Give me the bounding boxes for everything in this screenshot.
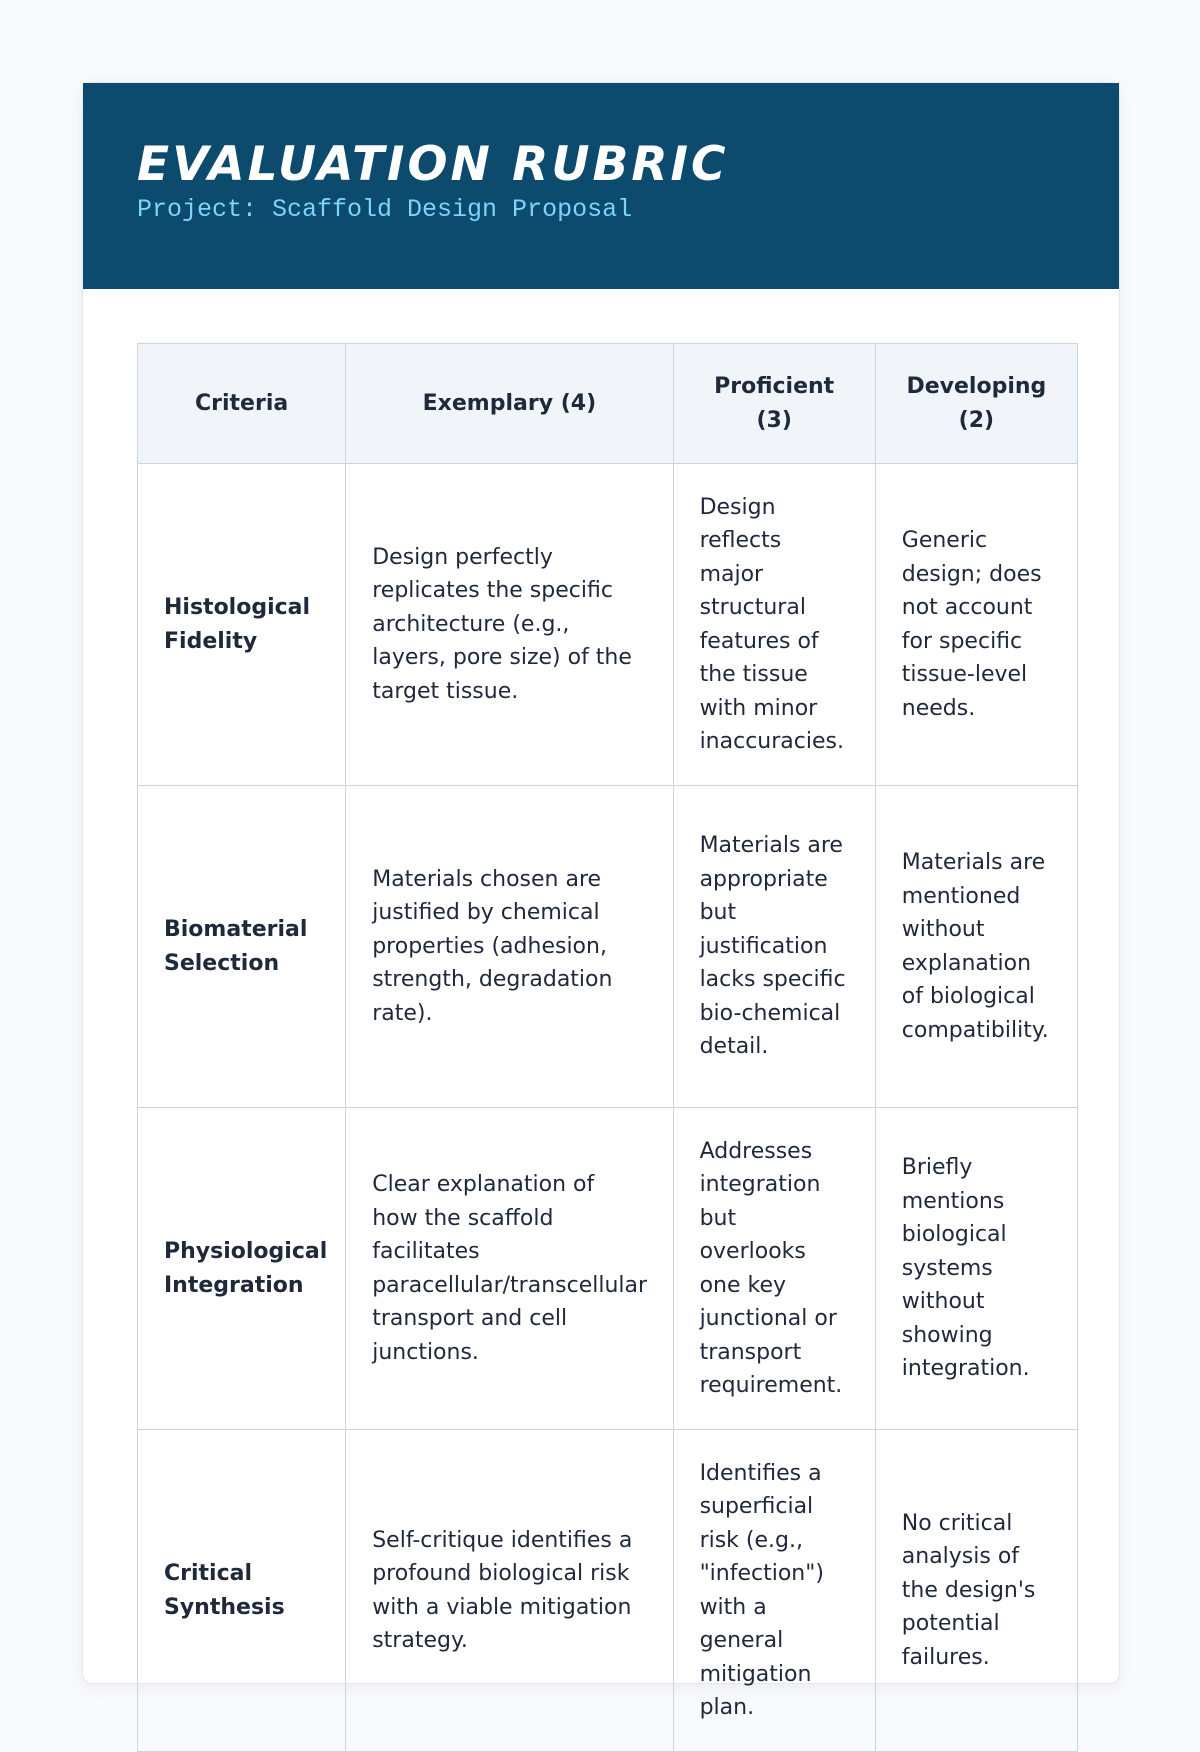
table-row <box>138 1430 1078 1752</box>
criteria-cell: Biomaterial Selection <box>138 786 346 1108</box>
column-header-developing: Developing (2) <box>875 344 1077 464</box>
proficient-cell: Design reflects major structural features of the tissue with minor inaccuracies. <box>673 464 875 786</box>
criteria-cell: Critical Synthesis <box>138 1430 346 1752</box>
column-header-exemplary: Exemplary (4) <box>346 344 673 464</box>
developing-cell: Generic design; does not account for specific tissue-level needs. <box>875 464 1077 786</box>
rubric-card <box>82 82 1120 1720</box>
rubric-table <box>137 343 1078 1752</box>
exemplary-cell: Clear explanation of how the scaffold facilitates paracellular/transcellular transport and cell junctions. <box>346 1108 673 1430</box>
developing-cell: No critical analysis of the design's potential failures. <box>875 1430 1077 1752</box>
rubric-header <box>83 83 1119 289</box>
developing-cell: Materials are mentioned without explanation of biological compatibility. <box>875 786 1077 1108</box>
table-row <box>138 464 1078 786</box>
exemplary-cell: Design perfectly replicates the specific architecture (e.g., layers, pore size) of the target tissue. <box>346 464 673 786</box>
criteria-cell: Physiological Integration <box>138 1108 346 1430</box>
proficient-cell: Addresses integration but overlooks one key junctional or transport requirement. <box>673 1108 875 1430</box>
column-header-proficient: Proficient (3) <box>673 344 875 464</box>
column-header-criteria: Criteria <box>138 344 346 464</box>
proficient-cell: Materials are appropriate but justification lacks specific bio-chemical detail. <box>673 786 875 1108</box>
page-title: EVALUATION RUBRIC <box>137 137 729 192</box>
table-row <box>138 1108 1078 1430</box>
project-subtitle: Project: Scaffold Design Proposal <box>137 195 633 224</box>
exemplary-cell: Materials chosen are justified by chemical properties (adhesion, strength, degradation rate). <box>346 786 673 1108</box>
table-row <box>138 786 1078 1108</box>
exemplary-cell: Self-critique identifies a profound biological risk with a viable mitigation strategy. <box>346 1430 673 1752</box>
proficient-cell: Identifies a superficial risk (e.g., "infection") with a general mitigation plan. <box>673 1430 875 1752</box>
developing-cell: Briefly mentions biological systems without showing integration. <box>875 1108 1077 1430</box>
criteria-cell: Histological Fidelity <box>138 464 346 786</box>
table-header-row <box>138 344 1078 464</box>
